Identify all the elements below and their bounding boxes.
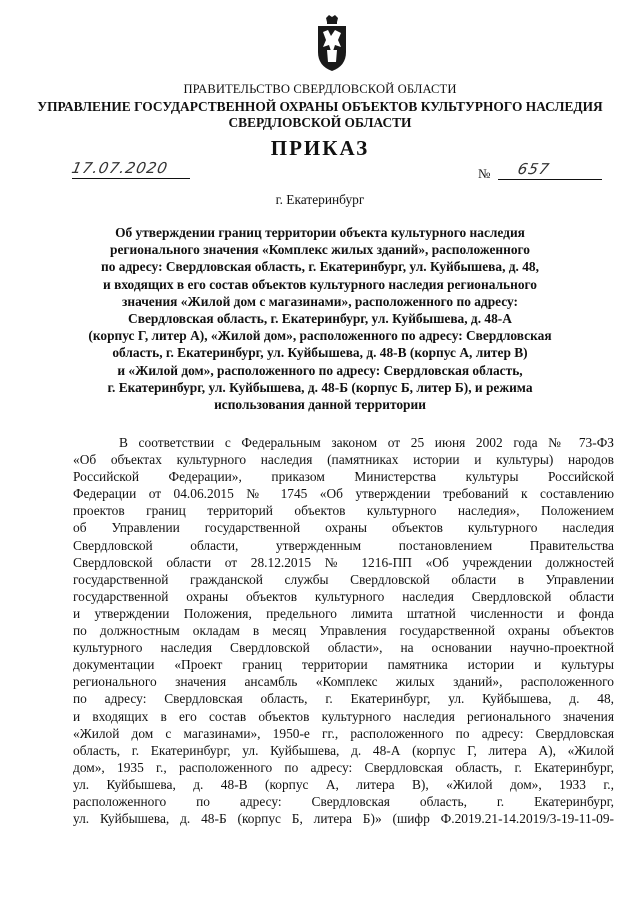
subject-line: Свердловская область, г. Екатеринбург, ул. Куйбышева, д. 48-А [128, 311, 512, 327]
body-line: проектов границ территорий объектов культурного наследия», Положением [73, 503, 614, 519]
body-line: Российской Федерации», приказом Министерства культуры Российской [73, 469, 614, 485]
date-field [72, 160, 190, 179]
body-line: и утверждении Положения, предельного лимита штатной численности и фонда [73, 605, 614, 621]
subject-line: регионального значения «Комплекс жилых зданий», расположенного [110, 242, 530, 258]
number-label: № [478, 166, 491, 181]
body-line: по адресу: Свердловская область, г. Екатеринбург, ул. Куйбышева, д. 48, [73, 691, 614, 707]
subject-line: г. Екатеринбург, ул. Куйбышева, д. 48-Б (корпус Б, литер Б), и режима [107, 379, 533, 395]
city: г. Екатеринбург [275, 192, 365, 207]
subject-line: значения «Жилой дом с магазинами», расположенного по адресу: [121, 293, 519, 309]
department-name-line2: СВЕРДЛОВСКОЙ ОБЛАСТИ [228, 115, 412, 130]
handwritten-number: 657 [516, 160, 552, 178]
subject-line: Об утверждении границ территории объекта культурного наследия [115, 225, 525, 240]
body-line: государственной охраны объектов культурного наследия Свердловской области [73, 588, 614, 604]
body-line: государственной гражданской службы Свердловской области в Управлении [73, 571, 614, 587]
order-subject [70, 224, 570, 413]
subject-line: использования данной территории [214, 397, 426, 413]
department-name-line1: УПРАВЛЕНИЕ ГОСУДАРСТВЕННОЙ ОХРАНЫ ОБЪЕКТОВ КУЛЬТУРНОГО НАСЛЕДИЯ [37, 99, 603, 114]
document-title: ПРИКАЗ [270, 136, 370, 160]
body-line: и входящих в его состав объектов культурного наследия регионального значения [73, 708, 614, 724]
body-line: дом», 1935 г., расположенного по адресу: Свердловская область, г. Екатеринбург, [73, 759, 614, 775]
body-line: область, г. Екатеринбург, ул. Куйбышева, д. 48-А (корпус Г, литера А), «Жилой [73, 742, 614, 758]
body-line: «Жилой дом с магазинами», 1950-е гг., расположенного по адресу: Свердловская [73, 725, 614, 741]
subject-line: и входящих в его состав объектов культурного наследия регионального [103, 276, 537, 292]
body-line: об Управлении государственной охраны объектов культурного наследия [73, 520, 614, 536]
subject-line: (корпус Г, литер А), «Жилой дом», расположенного по адресу: Свердловская [88, 328, 552, 344]
body-line: Свердловской области от 28.12.2015 № 1216-ПП «Об учреждении должностей [73, 554, 614, 570]
government-name: ПРАВИТЕЛЬСТВО СВЕРДЛОВСКОЙ ОБЛАСТИ [183, 82, 457, 96]
body-line: регионального значения ансамбль «Комплекс жилых зданий», расположенного [73, 674, 614, 690]
body-line: культурного наследия Свердловской области», на основании научно-проектной [73, 640, 614, 656]
body-line: Федерации от 04.06.2015 № 1745 «Об утверждении требований к составлению [73, 486, 614, 502]
number-line [498, 160, 602, 180]
body-line: «Об объектах культурного наследия (памятниках истории и культуры) народов [73, 452, 614, 468]
body-line: расположенного по адресу: Свердловская область, г. Екатеринбург, [73, 793, 614, 809]
handwritten-date: 17.07.2020 [70, 159, 170, 177]
body-line: по должностным окладам в месяц Управления государственной охраны объектов [73, 623, 614, 639]
department-name [0, 99, 640, 131]
order-body-paragraph [73, 434, 614, 827]
body-line: В соответствии с Федеральным законом от 25 июня 2002 года № 73-ФЗ [119, 435, 614, 450]
subject-line: область, г. Екатеринбург, ул. Куйбышева, д. 48-В (корпус А, литер В) [112, 345, 528, 361]
number-field [478, 160, 604, 182]
subject-line: по адресу: Свердловская область, г. Екатеринбург, ул. Куйбышева, д. 48, [101, 259, 539, 275]
body-line: ул. Куйбышева, д. 48-В (корпус А, литера В), «Жилой дом», 1933 г., [73, 776, 614, 792]
body-line: Свердловской области, утвержденным постановлением Правительства [73, 537, 614, 553]
body-line: документации «Проект границ территории памятника истории и культуры [73, 657, 614, 673]
body-line: ул. Куйбышева, д. 48-Б (корпус Б, литера Б)» (шифр Ф.2019.21-14.2019/3-19-11-09- [73, 811, 614, 827]
coat-of-arms-icon [316, 14, 348, 72]
subject-line: и «Жилой дом», расположенного по адресу: Свердловская область, [117, 362, 523, 378]
